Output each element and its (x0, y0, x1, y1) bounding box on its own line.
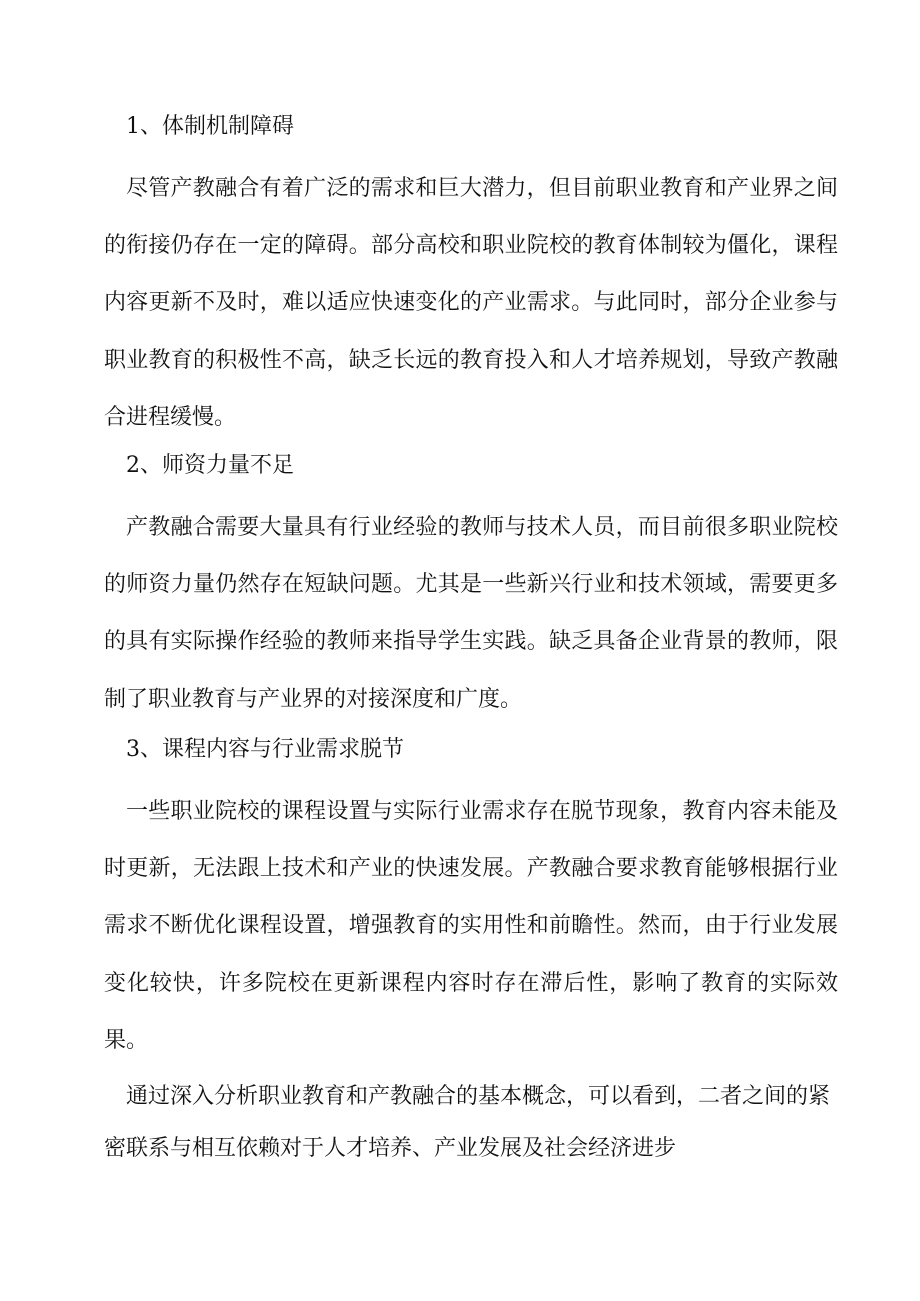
section-2-paragraph: 产教融合需要大量具有行业经验的教师与技术人员，而目前很多职业院校的师资力量仍然存在短缺问题。尤其是一些新兴行业和技术领域，需要更多的具有实际操作经验的教师来指导学生实践。缺乏具备企业背景的教师，限制了职业教育与产业界的对接深度和广度。 (104, 515, 838, 712)
closing-paragraph: 通过深入分析职业教育和产教融合的基本概念，可以看到，二者之间的紧密联系与相互依赖对于人才培养、产业发展及社会经济进步 (104, 1084, 831, 1161)
section-1-heading: 1、体制机制障碍 (126, 114, 294, 139)
section-1-paragraph: 尽管产教融合有着广泛的需求和巨大潜力，但目前职业教育和产业界之间的衔接仍存在一定的障碍。部分高校和职业院校的教育体制较为僵化，课程内容更新不及时，难以适应快速变化的产业需求。与此同时，部分企业参与职业教育的积极性不高，缺乏长远的教育投入和人才培养规划，导致产教融合进程缓慢。 (104, 176, 838, 430)
section-2-heading: 2、师资力量不足 (126, 453, 294, 478)
section-3-paragraph: 一些职业院校的课程设置与实际行业需求存在脱节现象，教育内容未能及时更新，无法跟上技术和产业的快速发展。产教融合要求教育能够根据行业需求不断优化课程设置，增强教育的实用性和前瞻性。然而，由于行业发展变化较快，许多院校在更新课程内容时存在滞后性，影响了教育的实际效果。 (104, 799, 838, 1053)
section-3-heading: 3、课程内容与行业需求脱节 (126, 737, 404, 762)
